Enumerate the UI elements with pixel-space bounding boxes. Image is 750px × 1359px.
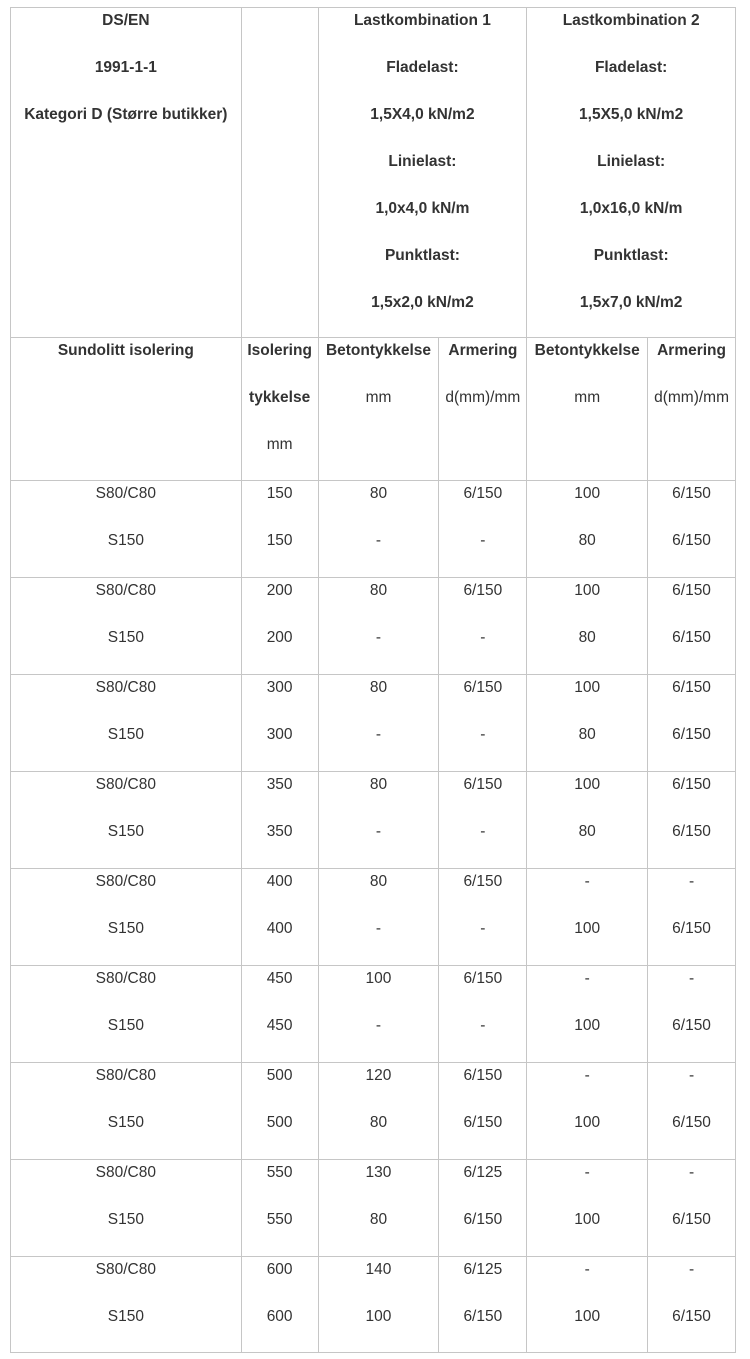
cell-text: 200 (266, 629, 293, 646)
armering-1-cell (439, 1256, 527, 1353)
cell-text: - (480, 1017, 486, 1034)
cell-text: 100 (574, 776, 601, 793)
cell-text: S80/C80 (95, 1164, 156, 1181)
header-text: Lastkombination 2 (562, 12, 700, 29)
lastkombination-1-header (319, 7, 528, 337)
cell-text: - (688, 1164, 695, 1181)
cell-text: - (480, 726, 486, 743)
cell-text: S80/C80 (95, 485, 156, 502)
cell-text: 550 (266, 1164, 293, 1181)
column-header-text: Armering (448, 342, 518, 359)
cell-text: S150 (107, 920, 144, 937)
cell-text: 80 (369, 776, 388, 793)
beton-2-cell (527, 577, 648, 674)
cell-text: - (480, 629, 486, 646)
header-text: Kategori D (Større butikker) (24, 106, 228, 123)
armering-1-cell (439, 480, 527, 577)
armering-2-cell (648, 868, 736, 965)
cell-text: 6/150 (463, 679, 503, 696)
cell-text: 140 (365, 1261, 392, 1278)
beton-1-cell (319, 480, 440, 577)
armering-1-cell (439, 1062, 527, 1159)
header-text: 1,5x2,0 kN/m2 (371, 294, 474, 311)
cell-text: 600 (266, 1308, 293, 1325)
cell-text: 6/150 (672, 1211, 711, 1228)
column-header-unit: d(mm)/mm (445, 389, 521, 406)
cell-text: 6/150 (672, 485, 711, 502)
standard-header-cell (11, 7, 242, 337)
cell-text: 6/150 (672, 1308, 711, 1325)
cell-text: 80 (369, 1114, 388, 1131)
cell-text: - (375, 629, 382, 646)
armering-2-cell (648, 1159, 736, 1256)
cell-text: - (375, 823, 382, 840)
product-cell (11, 480, 242, 577)
beton-1-cell (319, 965, 440, 1062)
cell-text: - (688, 1261, 695, 1278)
beton-1-cell (319, 1159, 440, 1256)
thickness-cell (242, 1159, 319, 1256)
armering-1-cell (439, 1159, 527, 1256)
product-cell (11, 577, 242, 674)
cell-text: S80/C80 (95, 1261, 156, 1278)
header-text: Punktlast: (384, 247, 460, 264)
column-header-text: Betontykkelse (534, 342, 640, 359)
column-header-armering-2 (648, 337, 736, 480)
beton-1-cell (319, 771, 440, 868)
cell-text: S80/C80 (95, 1067, 156, 1084)
cell-text: 150 (266, 532, 293, 549)
cell-text: 6/150 (463, 1211, 503, 1228)
cell-text: 6/150 (463, 582, 503, 599)
cell-text: 350 (266, 776, 293, 793)
thickness-cell (242, 771, 319, 868)
table-row (10, 577, 736, 674)
column-header-beton-2 (527, 337, 648, 480)
table-header-row-1 (10, 7, 736, 337)
cell-text: - (480, 920, 486, 937)
cell-text: 6/150 (463, 873, 503, 890)
armering-2-cell (648, 965, 736, 1062)
table-row (10, 1256, 736, 1353)
column-header-product (11, 337, 242, 480)
cell-text: 100 (574, 1114, 601, 1131)
thickness-cell (242, 1062, 319, 1159)
thickness-cell (242, 480, 319, 577)
cell-text: 120 (365, 1067, 392, 1084)
column-header-armering-1 (439, 337, 527, 480)
cell-text: 6/150 (463, 970, 503, 987)
cell-text: 100 (574, 485, 601, 502)
table-row (10, 771, 736, 868)
cell-text: 100 (574, 920, 601, 937)
thickness-cell (242, 965, 319, 1062)
beton-1-cell (319, 868, 440, 965)
cell-text: 6/150 (672, 629, 711, 646)
cell-text: S150 (107, 532, 144, 549)
table-header-row-2 (10, 337, 736, 480)
cell-text: 6/150 (672, 582, 711, 599)
cell-text: 400 (266, 873, 293, 890)
product-cell (11, 1159, 242, 1256)
cell-text: - (375, 920, 382, 937)
column-header-unit: mm (574, 389, 601, 406)
beton-2-cell (527, 771, 648, 868)
cell-text: S150 (107, 1211, 144, 1228)
cell-text: 80 (578, 823, 596, 840)
column-header-text: tykkelse (249, 389, 311, 406)
product-cell (11, 674, 242, 771)
armering-1-cell (439, 965, 527, 1062)
armering-1-cell (439, 674, 527, 771)
cell-text: 200 (266, 582, 293, 599)
beton-2-cell (527, 868, 648, 965)
lastkombination-2-header (527, 7, 736, 337)
thickness-cell (242, 868, 319, 965)
empty-header-cell (242, 7, 319, 337)
cell-text: S80/C80 (95, 776, 156, 793)
beton-1-cell (319, 1256, 440, 1353)
column-header-text: Isolering (247, 342, 312, 359)
cell-text: 80 (578, 532, 596, 549)
cell-text: 600 (266, 1261, 293, 1278)
cell-text: 300 (266, 679, 293, 696)
cell-text: S80/C80 (95, 582, 156, 599)
table-row (10, 965, 736, 1062)
cell-text: 80 (578, 726, 596, 743)
product-cell (11, 965, 242, 1062)
column-header-unit: mm (365, 389, 392, 406)
product-cell (11, 868, 242, 965)
armering-2-cell (648, 577, 736, 674)
cell-text: 6/150 (672, 920, 711, 937)
cell-text: S150 (107, 629, 144, 646)
product-cell (11, 1256, 242, 1353)
beton-2-cell (527, 1256, 648, 1353)
cell-text: 80 (369, 873, 388, 890)
armering-2-cell (648, 1256, 736, 1353)
cell-text: 300 (266, 726, 293, 743)
table-row (10, 868, 736, 965)
cell-text: 400 (266, 920, 293, 937)
product-cell (11, 771, 242, 868)
header-text: Lastkombination 1 (353, 12, 491, 29)
beton-1-cell (319, 577, 440, 674)
cell-text: 550 (266, 1211, 293, 1228)
table-row (10, 1062, 736, 1159)
cell-text: 450 (266, 970, 293, 987)
cell-text: 500 (266, 1067, 293, 1084)
cell-text: 80 (369, 582, 388, 599)
cell-text: 6/150 (672, 1114, 711, 1131)
cell-text: 150 (266, 485, 293, 502)
cell-text: 130 (365, 1164, 392, 1181)
column-header-beton-1 (319, 337, 440, 480)
cell-text: 100 (365, 970, 392, 987)
cell-text: 100 (574, 1308, 601, 1325)
header-text: 1,5X5,0 kN/m2 (579, 106, 684, 123)
thickness-cell (242, 674, 319, 771)
cell-text: S150 (107, 726, 144, 743)
column-header-unit: mm (266, 436, 293, 453)
column-header-text: Betontykkelse (325, 342, 432, 359)
cell-text: 6/150 (463, 485, 503, 502)
cell-text: 6/150 (672, 823, 711, 840)
cell-text: 80 (578, 629, 596, 646)
cell-text: - (375, 1017, 382, 1034)
header-text: 1,0x16,0 kN/m (579, 200, 683, 217)
beton-2-cell (527, 674, 648, 771)
cell-text: S80/C80 (95, 970, 156, 987)
cell-text: S150 (107, 1017, 144, 1034)
header-text: Linielast: (388, 153, 457, 170)
cell-text: S80/C80 (95, 873, 156, 890)
armering-2-cell (648, 1062, 736, 1159)
cell-text: 500 (266, 1114, 293, 1131)
product-cell (11, 1062, 242, 1159)
cell-text: S150 (107, 823, 144, 840)
cell-text: 6/150 (672, 1017, 711, 1034)
cell-text: 450 (266, 1017, 293, 1034)
column-header-unit: d(mm)/mm (654, 389, 729, 406)
header-text: 1991-1-1 (94, 59, 157, 76)
beton-2-cell (527, 1062, 648, 1159)
cell-text: 100 (574, 679, 601, 696)
beton-2-cell (527, 965, 648, 1062)
cell-text: - (688, 970, 695, 987)
armering-1-cell (439, 868, 527, 965)
armering-1-cell (439, 771, 527, 868)
cell-text: 6/150 (672, 679, 711, 696)
cell-text: S80/C80 (95, 679, 156, 696)
cell-text: 6/125 (463, 1261, 503, 1278)
beton-2-cell (527, 480, 648, 577)
cell-text: 6/150 (463, 1308, 503, 1325)
cell-text: 6/150 (463, 1114, 503, 1131)
cell-text: - (584, 873, 590, 890)
cell-text: 6/150 (463, 776, 503, 793)
armering-1-cell (439, 577, 527, 674)
cell-text: 6/150 (672, 726, 711, 743)
cell-text: 6/150 (463, 1067, 503, 1084)
table-row (10, 674, 736, 771)
cell-text: - (480, 823, 486, 840)
header-text: Fladelast: (386, 59, 459, 76)
cell-text: 6/150 (672, 776, 711, 793)
cell-text: 6/125 (463, 1164, 503, 1181)
armering-2-cell (648, 674, 736, 771)
cell-text: 100 (574, 582, 601, 599)
table-row (10, 1159, 736, 1256)
header-text: DS/EN (102, 12, 150, 29)
cell-text: - (688, 1067, 695, 1084)
thickness-cell (242, 1256, 319, 1353)
header-text: 1,5x7,0 kN/m2 (579, 294, 683, 311)
header-text: Linielast: (597, 153, 666, 170)
header-text: 1,0x4,0 kN/m (375, 200, 470, 217)
cell-text: 80 (369, 679, 388, 696)
header-text: 1,5X4,0 kN/m2 (370, 106, 475, 123)
header-text: Punktlast: (593, 247, 669, 264)
cell-text: 100 (574, 1211, 601, 1228)
cell-text: - (480, 532, 486, 549)
cell-text: S150 (107, 1308, 144, 1325)
beton-2-cell (527, 1159, 648, 1256)
cell-text: - (375, 726, 382, 743)
cell-text: - (584, 1261, 590, 1278)
cell-text: - (688, 873, 695, 890)
cell-text: 100 (365, 1308, 392, 1325)
armering-2-cell (648, 480, 736, 577)
armering-2-cell (648, 771, 736, 868)
cell-text: - (584, 970, 590, 987)
column-header-thickness (242, 337, 319, 480)
column-header-text: Armering (657, 342, 726, 359)
cell-text: 80 (369, 1211, 388, 1228)
cell-text: - (375, 532, 382, 549)
cell-text: - (584, 1164, 590, 1181)
cell-text: 80 (369, 485, 388, 502)
thickness-cell (242, 577, 319, 674)
cell-text: 350 (266, 823, 293, 840)
load-table (10, 7, 736, 1353)
header-text: Fladelast: (594, 59, 668, 76)
table-row (10, 480, 736, 577)
cell-text: 100 (574, 1017, 601, 1034)
beton-1-cell (319, 1062, 440, 1159)
column-header-text: Sundolitt isolering (57, 342, 194, 359)
beton-1-cell (319, 674, 440, 771)
cell-text: 6/150 (672, 532, 711, 549)
cell-text: S150 (107, 1114, 144, 1131)
cell-text: - (584, 1067, 590, 1084)
